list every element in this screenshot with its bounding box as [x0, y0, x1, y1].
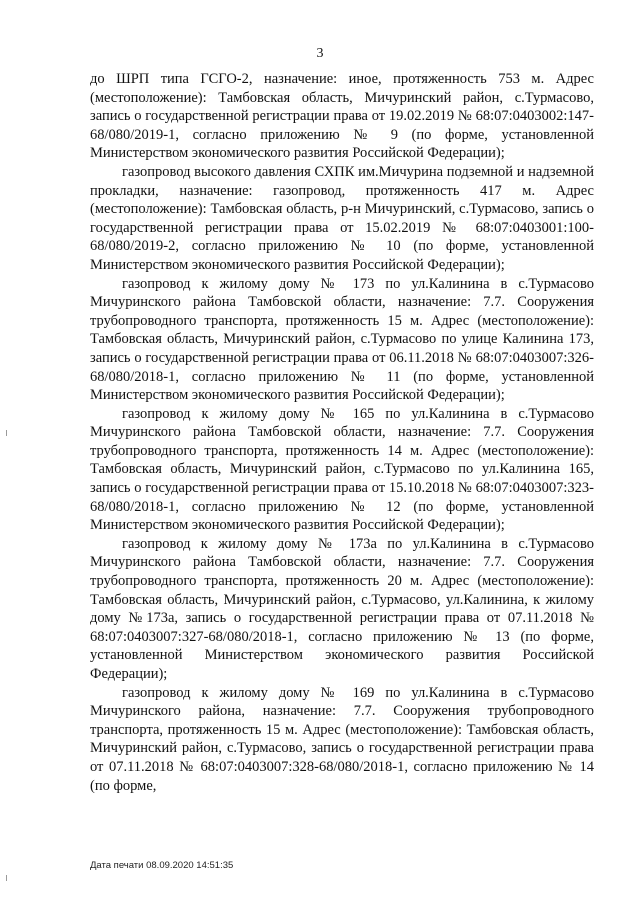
- paragraph-gas-pipeline-house-165: газопровод к жилому дому № 165 по ул.Калинина в с.Турмасово Мичуринского района Тамбовской области, назначение: 7.7. Сооружения трубопроводного транспорта, протяженность 14 м. Адрес (местоположение): Тамбовская область, Мичуринский район, с.Турмасово по ул.Калинина 165, запись о государственной регистрации права от 15.10.2018 № 68:07:0403007:323-68/080/2018-1, согласно приложению № 12 (по форме, установленной Министерством экономического развития Российской Федерации);: [90, 405, 594, 534]
- paragraph-gas-pipeline-high-pressure: газопровод высокого давления СХПК им.Мичурина подземной и надземной прокладки, назначение: газопровод, протяженность 417 м. Адрес (местоположение): Тамбовская область, р-н Мичуринский, с.Турмасово, запись о государственной регистрации права от 15.02.2019 № 68:07:0403001:100-68/080/2019-2, согласно приложению № 10 (по форме, установленной Министерством экономического развития Российской Федерации);: [90, 163, 594, 273]
- paragraph-gas-pipeline-house-173a: газопровод к жилому дому № 173а по ул.Калинина в с.Турмасово Мичуринского района Тамбовской области, назначение: 7.7. Сооружения трубопроводного транспорта, протяженность 20 м. Адрес (местоположение): Тамбовская область, Мичуринский район, с.Турмасово, ул.Калинина, к жилому дому №173а, запись о государственной регистрации права от 07.11.2018 № 68:07:0403007:327-68/080/2018-1, согласно приложению № 13 (по форме, установленной Министерством экономического развития Российской Федерации);: [90, 535, 594, 682]
- scan-artifact-mark: [6, 875, 7, 881]
- paragraph-gas-pipeline-house-169: газопровод к жилому дому № 169 по ул.Калинина в с.Турмасово Мичуринского района, назначение: 7.7. Сооружения трубопроводного транспорта, протяженность 15 м. Адрес (местоположение): Тамбовская область, Мичуринский район, с.Турмасово, запись о государственной регистрации права от 07.11.2018 № 68:07:0403007:328-68/080/2018-1, согласно приложению № 14 (по форме,: [90, 684, 594, 794]
- paragraph-gas-pipeline-house-173: газопровод к жилому дому № 173 по ул.Калинина в с.Турмасово Мичуринского района Тамбовской области, назначение: 7.7. Сооружения трубопроводного транспорта, протяженность 15 м. Адрес (местоположение): Тамбовская область, Мичуринский район, с.Турмасово по улице Калинина 173, запись о государственной регистрации права от 06.11.2018 № 68:07:0403007:326-68/080/2018-1, согласно приложению № 11 (по форме, установленной Министерством экономического развития Российской Федерации);: [90, 275, 594, 404]
- document-body: [90, 70, 594, 795]
- paragraph-continuation: до ШРП типа ГСГО-2, назначение: иное, протяженность 753 м. Адрес (местоположение): Тамбовская область, Мичуринский район, с.Турмасово, запись о государственной регистрации права от 19.02.2019 № 68:07:0403002:147-68/080/2019-1, согласно приложению № 9 (по форме, установленной Министерством экономического развития Российской Федерации);: [90, 71, 594, 162]
- print-date-footer: Дата печати 08.09.2020 14:51:35: [90, 860, 234, 871]
- scan-artifact-mark: [6, 430, 7, 436]
- page-number: 3: [316, 46, 324, 61]
